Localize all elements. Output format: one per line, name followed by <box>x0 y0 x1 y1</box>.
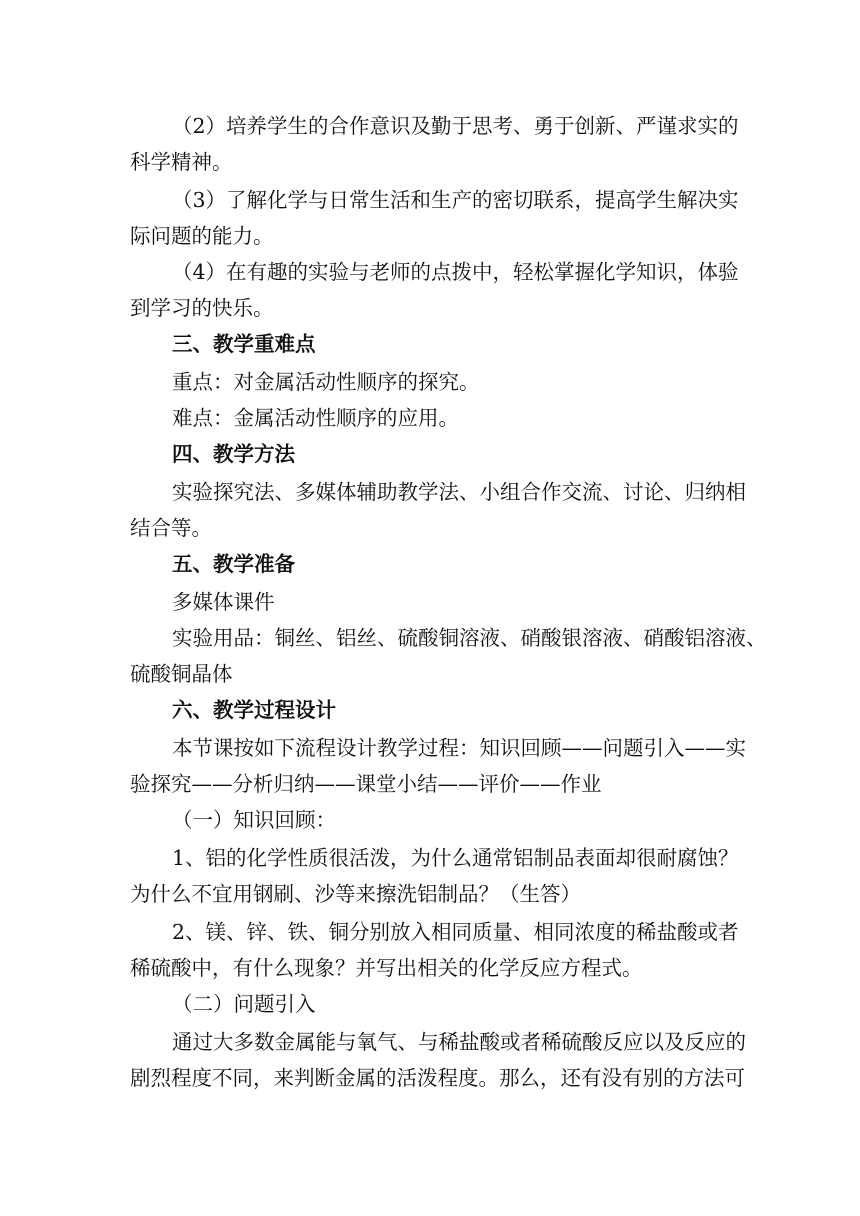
objective-2-line-1: （2）培养学生的合作意识及勤于思考、勇于创新、严谨求实的 <box>172 114 739 138</box>
section-3-heading: 三、教学重难点 <box>172 332 316 356</box>
key-point-line: 重点：对金属活动性顺序的探究。 <box>172 370 480 394</box>
objective-4-line-2: 到学习的快乐。 <box>130 296 274 320</box>
methods-line-1: 实验探究法、多媒体辅助教学法、小组合作交流、讨论、归纳相 <box>172 480 746 504</box>
section-5-heading: 五、教学准备 <box>172 552 295 576</box>
subsection-review-heading: （一）知识回顾： <box>172 808 336 832</box>
methods-line-2: 结合等。 <box>130 516 212 540</box>
review-q2-line-1: 2、镁、锌、铁、铜分别放入相同质量、相同浓度的稀盐酸或者 <box>172 920 739 944</box>
prep-materials-line-1: 实验用品：铜丝、铝丝、硫酸铜溶液、硝酸银溶液、硝酸铝溶液、 <box>172 626 767 650</box>
process-line-2: 验探究——分析归纳——课堂小结——评价——作业 <box>130 772 602 796</box>
intro-line-2: 剧烈程度不同，来判断金属的活泼程度。那么，还有没有别的方法可 <box>130 1066 745 1090</box>
review-q2-line-2: 稀硫酸中，有什么现象？并写出相关的化学反应方程式。 <box>130 956 643 980</box>
objective-4-line-1: （4）在有趣的实验与老师的点拨中，轻松掌握化学知识，体验 <box>172 260 739 284</box>
objective-2-line-2: 科学精神。 <box>130 150 233 174</box>
section-4-heading: 四、教学方法 <box>172 442 295 466</box>
review-q1-line-2: 为什么不宜用钢刷、沙等来擦洗铝制品？（生答） <box>130 882 581 906</box>
prep-materials-line-2: 硫酸铜晶体 <box>130 662 233 686</box>
intro-line-1: 通过大多数金属能与氧气、与稀盐酸或者稀硫酸反应以及反应的 <box>172 1030 746 1054</box>
review-q1-line-1: 1、铝的化学性质很活泼，为什么通常铝制品表面却很耐腐蚀？ <box>172 846 739 870</box>
subsection-intro-heading: （二）问题引入 <box>172 992 316 1016</box>
prep-multimedia-line: 多媒体课件 <box>172 590 275 614</box>
section-6-heading: 六、教学过程设计 <box>172 698 336 722</box>
objective-3-line-2: 际问题的能力。 <box>130 224 274 248</box>
process-line-1: 本节课按如下流程设计教学过程：知识回顾——问题引入——实 <box>172 736 746 760</box>
difficult-point-line: 难点：金属活动性顺序的应用。 <box>172 406 459 430</box>
objective-3-line-1: （3）了解化学与日常生活和生产的密切联系，提高学生解决实 <box>172 188 739 212</box>
